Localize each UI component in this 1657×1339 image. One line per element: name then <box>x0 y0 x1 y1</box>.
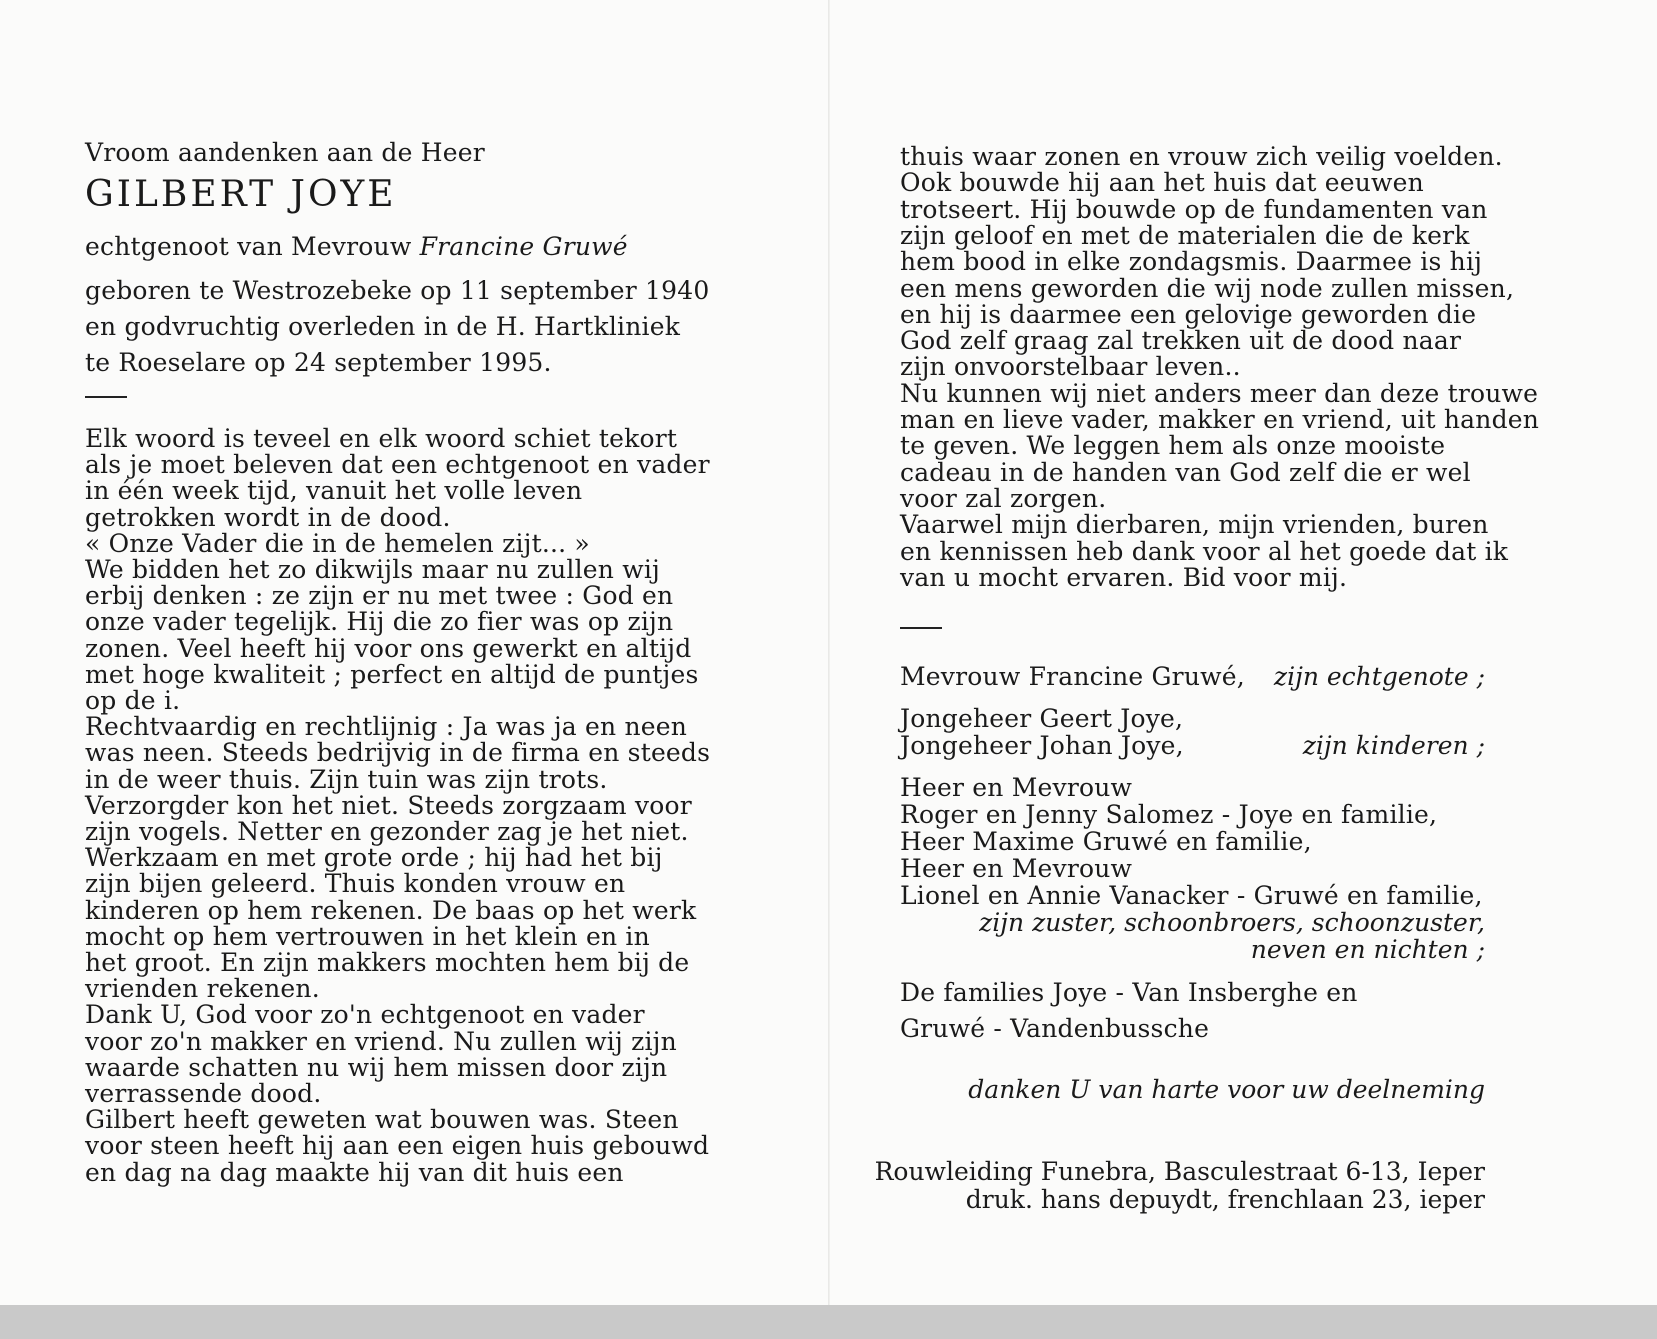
eulogy-right-line: cadeau in de handen van God zelf die er wel <box>900 457 1471 487</box>
eulogy-right-line: te geven. We leggen hem als onze mooiste <box>900 431 1446 461</box>
eulogy-left-line: het groot. En zijn makkers mochten hem bij de <box>85 948 690 977</box>
divider-right <box>900 627 942 629</box>
spouse-name: Francine Gruwé <box>419 232 628 261</box>
eulogy-right-line: een mens geworden die wij node zullen missen, <box>900 273 1515 303</box>
family-sibling-1: Heer en Mevrouw <box>900 773 1133 802</box>
death-line-1: en godvruchtig overleden in de H. Hartkliniek <box>85 312 681 341</box>
eulogy-right-line: trotseert. Hij bouwde op de fundamenten van <box>900 194 1488 224</box>
family-child-1: Jongeheer Geert Joye, <box>900 704 1184 733</box>
eulogy-left-line: erbij denken : ze zijn er nu met twee : God en <box>85 581 674 611</box>
family-children-relation: zijn kinderen ; <box>1302 731 1485 760</box>
eulogy-right-line: Vaarwel mijn dierbaren, mijn vrienden, buren <box>900 510 1489 540</box>
eulogy-right-line: man en lieve vader, makker en vriend, uit handen <box>900 405 1540 434</box>
scan-border <box>0 1305 1657 1339</box>
eulogy-left-line: voor zo'n makker en vriend. Nu zullen wij zijn <box>85 1026 677 1056</box>
eulogy-left-line: « Onze Vader die in de hemelen zijt... » <box>85 528 590 558</box>
eulogy-right-line: Ook bouwde hij aan het huis dat eeuwen <box>900 168 1424 198</box>
eulogy-left-line: als je moet beleven dat een echtgenoot en vader <box>85 450 710 480</box>
family-sibling-2: Roger en Jenny Salomez - Joye en familie, <box>900 800 1438 829</box>
deceased-name: GILBERT JOYE <box>85 174 397 215</box>
eulogy-right-line: zijn onvoorstelbaar leven.. <box>900 352 1241 382</box>
family-widow: Mevrouw Francine Gruwé, <box>900 662 1245 691</box>
printer-line: druk. hans depuydt, frenchlaan 23, ieper <box>965 1185 1485 1214</box>
eulogy-left-line: zonen. Veel heeft hij voor ons gewerkt en altijd <box>85 633 692 663</box>
eulogy-left-line: Elk woord is teveel en elk woord schiet tekort <box>85 424 678 453</box>
family-child-2: Jongeheer Johan Joye, <box>900 731 1184 760</box>
family-siblings-relation-1: zijn zuster, schoonbroers, schoonzuster, <box>979 908 1485 937</box>
eulogy-left-line: zijn bijen geleerd. Thuis konden vrouw en <box>85 869 626 899</box>
thanks-line: danken U van harte voor uw deelneming <box>968 1075 1485 1104</box>
eulogy-left-line: onze vader tegelijk. Hij die zo fier was op zijn <box>85 607 674 637</box>
eulogy-left-line: zijn vogels. Netter en gezonder zag je het niet. <box>85 817 689 846</box>
intro-line: Vroom aandenken aan de Heer <box>85 138 485 167</box>
eulogy-left-line: Verzorgder kon het niet. Steeds zorgzaam voor <box>85 790 692 820</box>
eulogy-right-line: Nu kunnen wij niet anders meer dan deze trouwe <box>900 378 1539 408</box>
eulogy-left-line: We bidden het zo dikwijls maar nu zullen wij <box>85 555 660 584</box>
eulogy-right-line: van u mocht ervaren. Bid voor mij. <box>900 562 1348 592</box>
eulogy-left-line: verrassende dood. <box>85 1079 322 1108</box>
eulogy-left-line: waarde schatten nu wij hem missen door zijn <box>85 1052 668 1082</box>
family-siblings-relation-2: neven en nichten ; <box>1250 935 1485 964</box>
eulogy-left-line: mocht op hem vertrouwen in het klein en in <box>85 921 650 951</box>
spouse-prefix: echtgenoot van Mevrouw <box>85 232 420 261</box>
families-line-2: Gruwé - Vandenbussche <box>900 1014 1210 1043</box>
eulogy-left-line: Rechtvaardig en rechtlijnig : Ja was ja en neen <box>85 712 688 742</box>
eulogy-left-line: en dag na dag maakte hij van dit huis een <box>85 1157 624 1187</box>
families-line-1: De families Joye - Van Insberghe en <box>900 978 1358 1007</box>
eulogy-left-line: Gilbert heeft geweten wat bouwen was. Steen <box>85 1105 679 1135</box>
eulogy-left-line: voor steen heeft hij aan een eigen huis gebouwd <box>85 1131 710 1161</box>
eulogy-right-line: en hij is daarmee een gelovige geworden die <box>900 299 1477 329</box>
eulogy-left-line: op de i. <box>85 686 181 715</box>
family-sibling-3: Heer Maxime Gruwé en familie, <box>900 827 1312 856</box>
card-fold <box>828 0 830 1305</box>
divider-left <box>85 396 127 398</box>
eulogy-left-line: kinderen op hem rekenen. De baas op het werk <box>85 895 697 925</box>
eulogy-left-line: Dank U, God voor zo'n echtgenoot en vader <box>85 1000 645 1030</box>
eulogy-left-line: vrienden rekenen. <box>85 974 320 1004</box>
eulogy-left-line: in één week tijd, vanuit het volle leven <box>85 476 583 506</box>
eulogy-left-line: Werkzaam en met grote orde ; hij had het bij <box>85 843 663 873</box>
eulogy-right-line: thuis waar zonen en vrouw zich veilig voelden. <box>900 142 1503 171</box>
birth-line: geboren te Westrozebeke op 11 september 1940 <box>85 276 710 305</box>
death-line-2: te Roeselare op 24 september 1995. <box>85 348 552 377</box>
family-widow-relation: zijn echtgenote ; <box>1273 662 1485 691</box>
eulogy-left-line: getrokken wordt in de dood. <box>85 502 451 532</box>
funeral-director: Rouwleiding Funebra, Basculestraat 6-13, Ieper <box>874 1157 1485 1186</box>
eulogy-right-line: en kennissen heb dank voor al het goede dat ik <box>900 536 1509 566</box>
family-sibling-5: Lionel en Annie Vanacker - Gruwé en familie, <box>900 881 1483 910</box>
eulogy-left-line: in de weer thuis. Zijn tuin was zijn trots. <box>85 764 608 794</box>
eulogy-left-line: was neen. Steeds bedrijvig in de firma en steeds <box>85 738 711 768</box>
eulogy-right-line: hem bood in elke zondagsmis. Daarmee is hij <box>900 247 1483 277</box>
eulogy-right-line: voor zal zorgen. <box>900 483 1107 513</box>
eulogy-left-line: met hoge kwaliteit ; perfect en altijd de puntjes <box>85 659 699 689</box>
family-sibling-4: Heer en Mevrouw <box>900 854 1133 883</box>
eulogy-right-line: zijn geloof en met de materialen die de kerk <box>900 220 1470 250</box>
eulogy-right-line: God zelf graag zal trekken uit de dood naar <box>900 326 1462 356</box>
spouse-line <box>85 232 628 262</box>
